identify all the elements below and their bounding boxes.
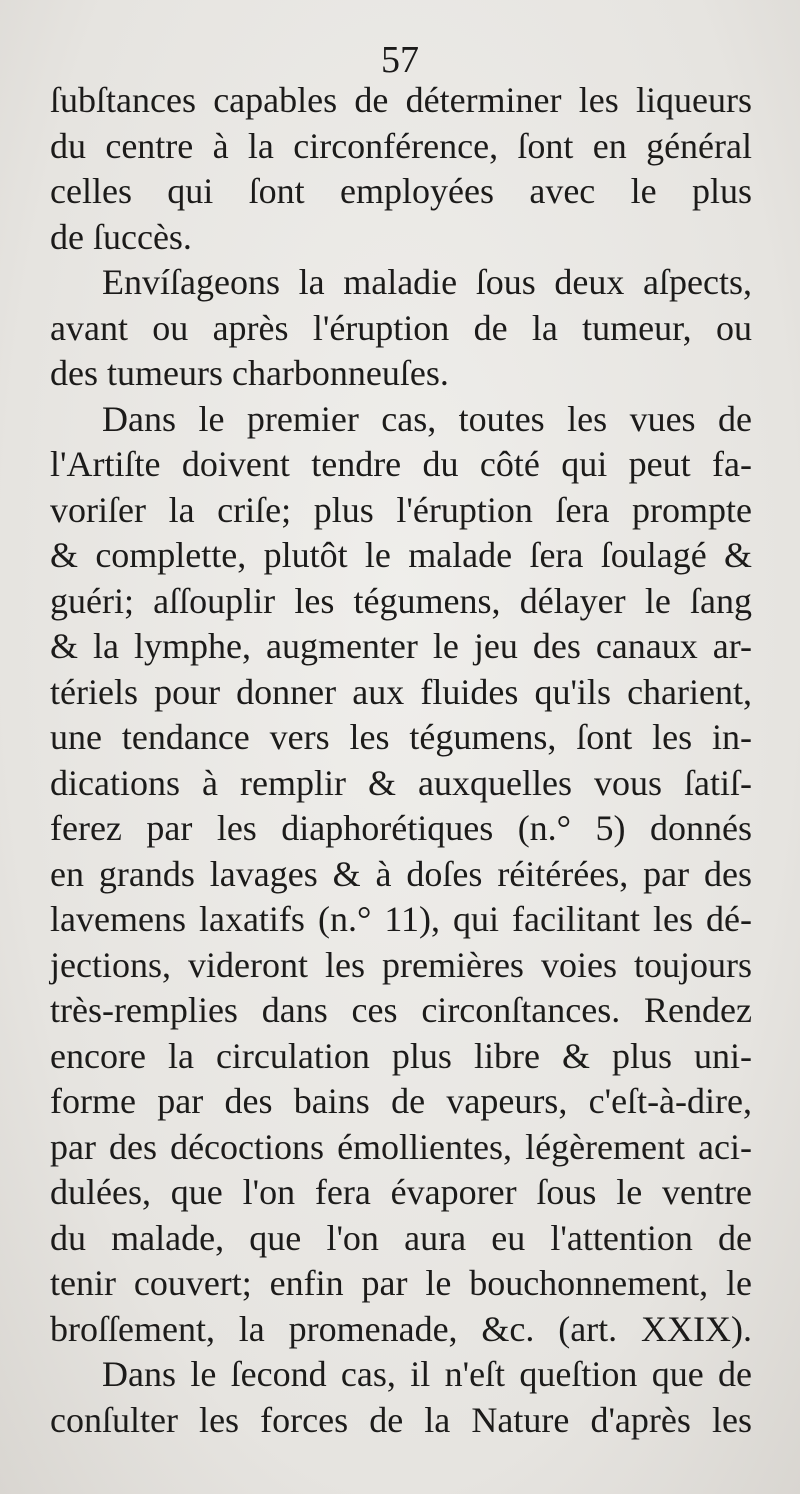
text-line: ſubſtances capables de déterminer les liqueurs xyxy=(50,80,752,120)
text-line: lavemens laxatifs (n.° 11), qui facilitant les dé- xyxy=(50,899,752,939)
body-text xyxy=(50,78,752,1443)
text-line: forme par des bains de vapeurs, c'eſt-à-dire, xyxy=(50,1081,752,1121)
text-line: voriſer la criſe; plus l'éruption ſera prompte xyxy=(50,489,752,530)
text-line: jections, videront les premières voies toujours xyxy=(50,944,752,985)
text-line: encore la circulation plus libre & plus uni- xyxy=(50,1035,752,1076)
text-line: Envíſageons la maladie ſous deux aſpects, xyxy=(102,262,752,302)
text-line: du centre à la circonférence, ſont en général xyxy=(50,125,752,166)
text-line: des tumeurs charbonneuſes. xyxy=(50,353,449,393)
text-line: Dans le premier cas, toutes les vues de xyxy=(102,398,752,439)
text-line: très-remplies dans ces circonſtances. Rendez xyxy=(50,990,752,1030)
text-line: l'Artiſte doivent tendre du côté qui peut fa- xyxy=(50,444,752,484)
text-line: dulées, que l'on fera évaporer ſous le ventre xyxy=(50,1172,752,1212)
text-line: tenir couvert; enfin par le bouchonnement, le xyxy=(50,1263,752,1303)
text-line: de ſuccès. xyxy=(50,216,192,257)
text-line: dications à remplir & auxquelles vous ſatiſ- xyxy=(50,762,752,803)
text-line: conſulter les forces de la Nature d'après les xyxy=(50,1399,752,1440)
text-line: guéri; aſſouplir les tégumens, délayer le ſang xyxy=(50,580,752,621)
text-line: en grands lavages & à doſes réitérées, par des xyxy=(50,853,752,894)
text-line: broſſement, la promenade, &c. (art. XXIX). xyxy=(50,1308,752,1349)
text-line: une tendance vers les tégumens, ſont les in- xyxy=(50,717,752,757)
text-line: & la lymphe, augmenter le jeu des canaux ar- xyxy=(50,626,752,666)
text-line: avant ou après l'éruption de la tumeur, ou xyxy=(50,307,752,348)
text-line: & complette, plutôt le malade ſera ſoulagé & xyxy=(50,535,752,575)
text-line: du malade, que l'on aura eu l'attention de xyxy=(50,1217,752,1258)
text-line: par des décoctions émollientes, légèrement aci- xyxy=(50,1126,752,1167)
text-line: tériels pour donner aux fluides qu'ils charient, xyxy=(50,671,752,712)
text-line: ferez par les diaphorétiques (n.° 5) donnés xyxy=(50,808,752,848)
text-line: celles qui ſont employées avec le plus xyxy=(50,171,752,211)
text-line: Dans le ſecond cas, il n'eſt queſtion que de xyxy=(102,1354,752,1394)
page-number: 57 xyxy=(381,39,419,81)
